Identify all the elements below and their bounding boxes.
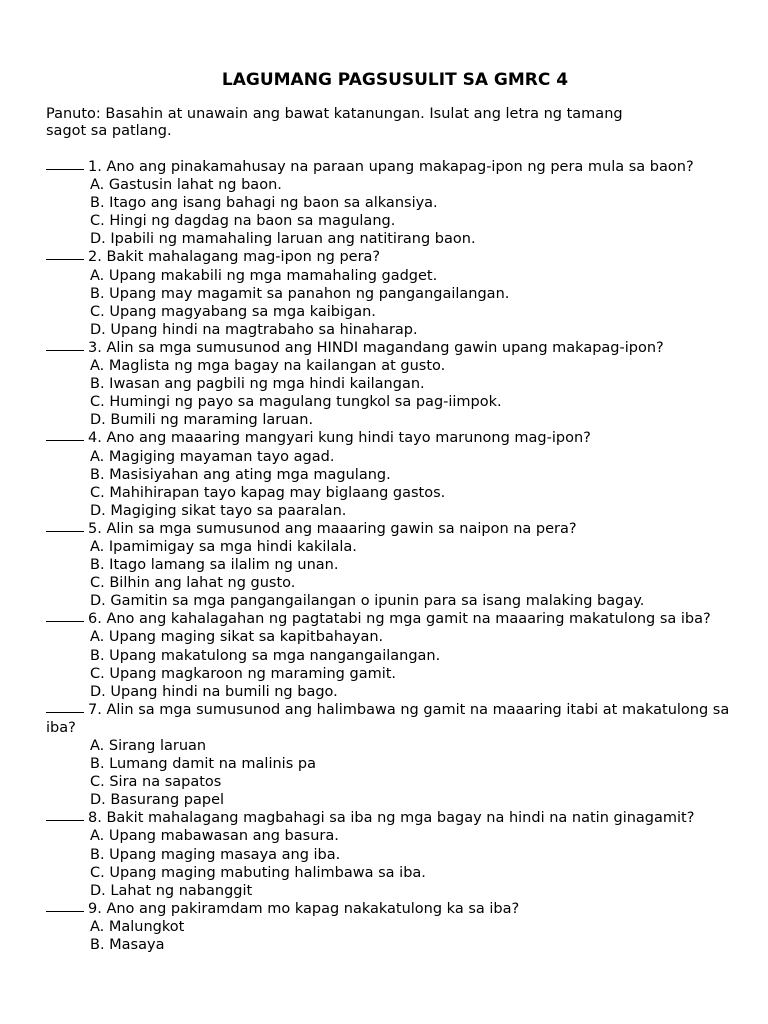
choice-b: B. Upang may magamit sa panahon ng pangangailangan. [90,285,510,302]
question-4 [46,429,736,519]
question-7 [46,701,736,810]
choice-d: D. Bumili ng maraming laruan. [90,412,314,429]
choice-d: D. Upang hindi na magtrabaho sa hinaharap. [90,321,418,338]
choice-d: D. Basurang papel [90,792,225,809]
choice-list [46,827,736,899]
choice-d: D. Upang hindi na bumili ng bago. [90,683,338,700]
choice-b: B. Lumang damit na malinis pa [90,756,316,773]
answer-blank-4[interactable] [46,440,84,441]
answer-blank-5[interactable] [46,531,84,532]
choice-a: A. Upang makabili ng mga mamahaling gadget. [90,267,438,284]
choice-b: B. Masaya [90,937,165,954]
worksheet-page [46,68,736,954]
question-3 [46,339,736,429]
choice-b: B. Upang maging masaya ang iba. [90,846,341,863]
choice-a: A. Gastusin lahat ng baon. [90,177,282,194]
choice-b: B. Iwasan ang pagbili ng mga hindi kailangan. [90,376,425,393]
question-stem: 9. Ano ang pakiramdam mo kapag nakakatulong ka sa iba? [88,900,520,917]
question-stem: 5. Alin sa mga sumusunod ang maaaring gawin sa naipon na pera? [88,520,577,537]
choice-b: B. Masisiyahan ang ating mga magulang. [90,466,391,483]
choice-c: C. Upang magyabang sa mga kaibigan. [90,303,376,320]
question-stem: 6. Ano ang kahalagahan ng pagtatabi ng mga gamit na maaaring makatulong sa iba? [88,611,711,628]
choice-b: B. Upang makatulong sa mga nangangailangan. [90,647,441,664]
choice-c: C. Hingi ng dagdag na baon sa magulang. [90,213,396,230]
choice-list [46,176,736,248]
question-stem: 3. Alin sa mga sumusunod ang HINDI magandang gawin upang makapag-ipon? [88,339,664,356]
choice-d: D. Ipabili ng mamahaling laruan ang natitirang baon. [90,231,476,248]
choice-list [46,737,736,809]
choice-d: D. Gamitin sa mga pangangailangan o ipunin para sa isang malaking bagay. [90,593,645,610]
choice-d: D. Lahat ng nabanggit [90,882,253,899]
question-stem: 8. Bakit mahalagang magbahagi sa iba ng mga bagay na hindi na natin ginagamit? [88,810,695,827]
choice-list [46,357,736,429]
choice-a: A. Magiging mayaman tayo agad. [90,448,335,465]
choice-c: C. Mahihirapan tayo kapag may biglaang gastos. [90,484,446,501]
choice-c: C. Humingi ng payo sa magulang tungkol sa pag-iimpok. [90,394,502,411]
choice-list [46,538,736,610]
choice-c: C. Sira na sapatos [90,774,222,791]
question-9 [46,900,736,954]
answer-blank-7[interactable] [46,712,84,713]
answer-blank-8[interactable] [46,820,84,821]
choice-b: B. Itago lamang sa ilalim ng unan. [90,557,339,574]
question-1 [46,158,736,248]
choice-list [46,628,736,700]
choice-d: D. Magiging sikat tayo sa paaralan. [90,502,347,519]
question-6 [46,610,736,700]
page-title: LAGUMANG PAGSUSULIT SA GMRC 4 [221,70,569,90]
choice-a: A. Sirang laruan [90,738,207,754]
choice-a: A. Maglista ng mga bagay na kailangan at gusto. [90,358,446,375]
instructions: Panuto: Basahin at unawain ang bawat katanungan. Isulat ang letra ng tamang sagot sa patlang. [46,106,623,139]
question-2 [46,248,736,338]
question-stem: 7. Alin sa mga sumusunod ang halimbawa ng gamit na maaaring itabi at makatulong sa iba? [46,701,730,736]
choice-a: A. Ipamimigay sa mga hindi kakilala. [90,538,357,555]
choice-list [46,448,736,520]
question-stem: 1. Ano ang pinakamahusay na paraan upang makapag-ipon ng pera mula sa baon? [88,159,694,175]
choice-c: C. Upang maging mabuting halimbawa sa iba. [90,864,426,881]
choice-c: C. Upang magkaroon ng maraming gamit. [90,665,397,682]
choice-a: A. Upang mabawasan ang basura. [90,828,339,845]
question-5 [46,520,736,610]
answer-blank-3[interactable] [46,350,84,351]
question-stem: 2. Bakit mahalagang mag-ipon ng pera? [88,249,381,266]
question-8 [46,809,736,899]
answer-blank-6[interactable] [46,621,84,622]
answer-blank-1[interactable] [46,169,84,170]
choice-list [46,918,736,954]
question-stem: 4. Ano ang maaaring mangyari kung hindi tayo marunong mag-ipon? [88,430,591,447]
choice-a: A. Malungkot [90,918,185,935]
choice-c: C. Bilhin ang lahat ng gusto. [90,575,296,592]
choice-a: A. Upang maging sikat sa kapitbahayan. [90,629,384,646]
choice-list [46,267,736,339]
choice-b: B. Itago ang isang bahagi ng baon sa alkansiya. [90,195,438,212]
answer-blank-9[interactable] [46,911,84,912]
answer-blank-2[interactable] [46,259,84,260]
